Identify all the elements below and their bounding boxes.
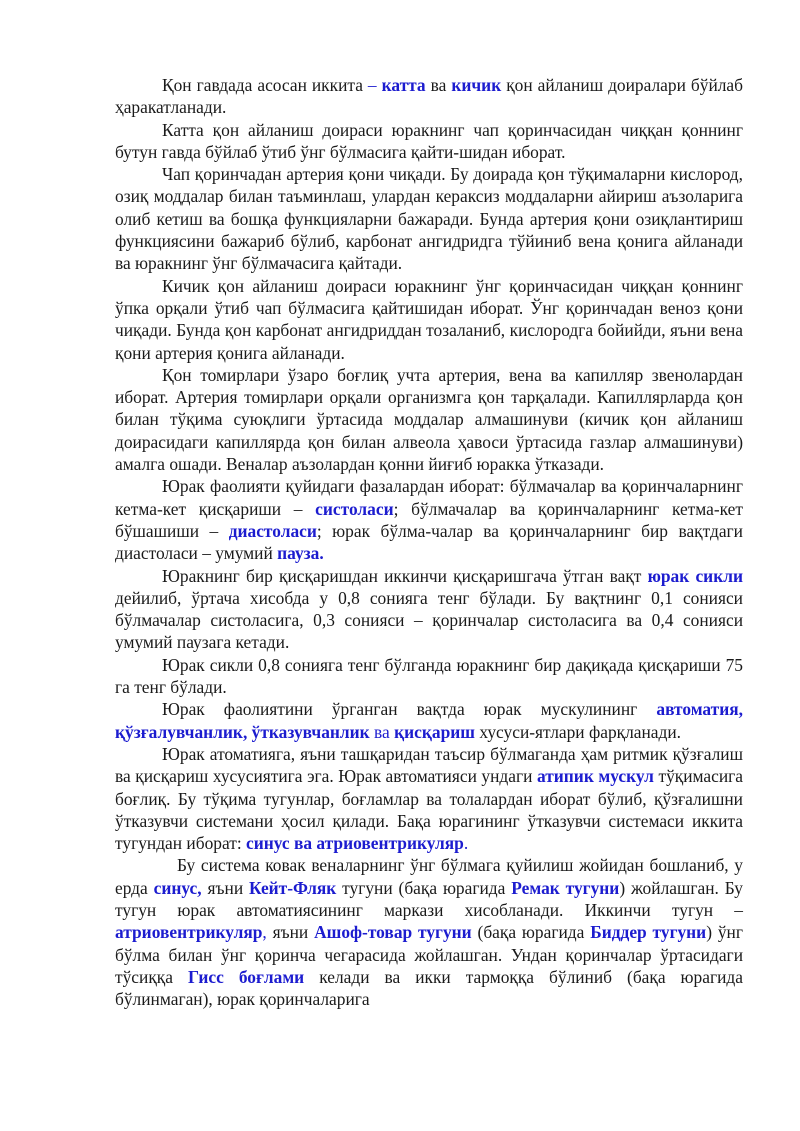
text-run: Бу система ковак веналарнинг ўнг бўлмага қуйилиш жойидан бошланиб, у ерда [115,855,743,898]
text-run: Қон гавдада асосан иккита [162,75,368,95]
text-run: Кичик қон айланиш доираси юракнинг ўнг қоринчасидан чиққан қоннинг ўпка орқали ўтиб чап бўлмасига қайтишидан иборат. Ўнг қоринчадан веноз қони чиқади. Бунда қон карбонат ангидриддан тозаланиб, кислородга бойийди, яъни вена қони артерия қонига айланади. [115,275,743,363]
text-run: хусуси-ятлари фарқланади. [474,721,682,742]
highlighted-term: диастоласи [228,520,317,541]
highlighted-term: юрак сикли [647,565,743,586]
highlighted-term: катта [381,75,426,95]
text-run: Юрак фаолиятини ўрганган вақтда юрак мускулининг [162,699,657,720]
body-paragraph [115,364,743,475]
highlighted-term: кичик [451,75,502,95]
highlighted-term: синус ва атриовентрикуляр [246,833,464,854]
body-paragraph [115,163,743,274]
text-run: Қон томирлари ўзаро боғлиқ учта артерия, вена ва капилляр звенолардан иборат. Артерия томирлари орқали организмга қон тарқалади. Капиллярларда қон билан тўқима суюқлиги ўртасида моддалар алмашинуви (кичик қон айланиш доирасидаги капиллярда қон билан алвеола ҳавоси ўртасида газлар алмашинуви) амалга ошади. Веналар аъзолардан қонни йиғиб юракка ўтказади. [115,364,743,475]
text-run: ; бўлмачалар ва қоринчаларнинг кетма-кет бўшашиши – [115,498,744,541]
body-paragraph [115,275,743,364]
highlighted-term: Гисс боғлами [187,966,305,987]
text-run: ) ўнг бўлма билан ўнг қоринча чегарасида жойлашган. Ундан қоринчалар ўртасидаги тўсиққа [115,922,743,987]
text-run: (бақа юрагида [471,922,591,943]
highlighted-term: Биддер тугуни [590,922,707,943]
text-run: Юрак сикли 0,8 сонияга тенг бўлганда юракнинг бир дақиқада қисқариши 75 га тенг бўлади. [115,654,743,698]
text-run: . [463,833,469,854]
text-run: тугуни (бақа юрагида [336,877,512,898]
body-paragraph [115,119,743,164]
body-paragraph [115,654,743,699]
highlighted-term: пауза. [277,543,324,564]
body-paragraph [115,475,743,564]
body-paragraph [115,565,743,654]
highlighted-term: атриовентрикуляр [115,922,263,943]
highlighted-term: Ашоф-товар тугуни [314,922,472,943]
highlighted-term: Кейт-Фляк [249,877,337,898]
highlighted-term: автоматия, қўзғалувчанлик, ўтказувчанлик [115,699,743,742]
text-run: Юракнинг бир қисқаришдан иккинчи қисқаришгача ўтган вақт [162,565,648,586]
text-run: – [367,75,377,95]
body-paragraph [115,74,743,119]
text-run: ва [369,721,395,742]
text-run: , [262,922,267,943]
text-run: ) жойлашган. Бу тугун юрак автоматиясининг маркази хисобланади. Иккинчи тугун – [115,877,743,920]
text-run: қон айланиш доиралари бўйлаб ҳаракатланади. [115,75,743,118]
text-run: яъни [201,877,249,898]
highlighted-term: синус, [153,877,202,898]
text-run: яъни [266,922,315,943]
body-paragraph [115,854,743,1010]
body-paragraph [115,743,743,854]
document-page [115,74,743,1010]
text-run: ва [425,75,452,95]
text-run: Юрак атоматияга, яъни ташқаридан таъсир бўлмаганда ҳам ритмик қўзғалиш ва қисқариш хусусиятига эга. Юрак автоматияси ундаги [115,743,743,787]
highlighted-term: атипик мускул [536,766,654,787]
text-run: ; юрак бўлма-чалар ва қоринчаларнинг бир вақтдаги диастоласи – умумий [115,520,743,564]
body-paragraph [115,698,743,743]
highlighted-term: қисқариш [394,721,475,742]
text-run: келади ва икки тармоққа бўлиниб (бақа юрагида бўлинмаган), юрак қоринчаларига [115,966,743,1010]
text-run: тўқимасига боғлиқ. Бу тўқима тугунлар, боғламлар ва толалардан иборат бўлиб, қўзғалишни ўтказувчи системани ҳосил қилади. Бақа юрагининг ўтказувчи системаси иккита тугундан иборат: [115,766,744,854]
highlighted-term: Ремак тугуни [511,877,620,898]
text-run: Юрак фаолияти қуйидаги фазалардан иборат: бўлмачалар ва қоринчаларнинг кетма-кет қисқариши – [115,476,743,519]
text-run: Чап қоринчадан артерия қони чиқади. Бу доирада қон тўқималарни кислород, озиқ моддалар билан таъминлаш, улардан кераксиз моддаларни айириш аъзоларига олиб кетиш ва бошқа функцияларни бажаради. Бунда артерия қони озиқлантириш функциясини бажариб бўлиб, карбонат ангидридга тўйиниб вена қонига айланади ва юракнинг ўнг бўлмачасига қайтади. [115,164,743,274]
text-run: Катта қон айланиш доираси юракнинг чап қоринчасидан чиққан қоннинг бутун гавда бўйлаб ўтиб ўнг бўлмасига қайти-шидан иборат. [115,119,743,162]
highlighted-term: систоласи [315,498,394,519]
text-run: дейилиб, ўртача хисобда у 0,8 сонияга тенг бўлади. Бу вақтнинг 0,1 сонияси бўлмачалар систоласига, 0,3 сонияси – қоринчалар систоласига ва 0,4 сонияси умумий паузага кетади. [115,587,743,653]
